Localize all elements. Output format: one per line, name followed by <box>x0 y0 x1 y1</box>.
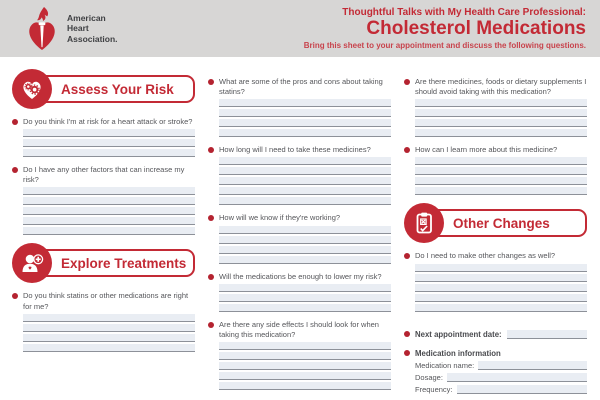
next-appointment-field <box>404 329 587 339</box>
question-text: Will the medications be enough to lower my risk? <box>219 271 382 281</box>
aha-logo <box>24 7 118 51</box>
bullet-icon <box>208 147 214 153</box>
person-plus-icon <box>12 243 52 283</box>
question-text: What are some of the pros and cons about taking statins? <box>219 77 383 97</box>
write-in-line <box>23 149 195 157</box>
question-text: Are there medicines, foods or dietary supplements I should avoid taking with this medication? <box>415 77 587 97</box>
question-block <box>208 320 391 390</box>
bullet-icon <box>208 322 214 328</box>
write-in-line <box>415 304 587 312</box>
write-in-line <box>23 314 195 322</box>
write-in-line <box>415 284 587 292</box>
write-in-line <box>219 157 391 165</box>
write-in-line <box>23 139 195 147</box>
frequency-line <box>457 385 587 394</box>
logo-line-3: Association. <box>67 33 118 44</box>
title-kicker: Thoughtful Talks with My Health Care Professional: <box>342 7 586 19</box>
answer-lines <box>219 342 391 390</box>
write-in-line <box>219 342 391 350</box>
logo-line-1: American <box>67 13 106 24</box>
write-in-line <box>219 226 391 234</box>
question-block <box>404 251 587 311</box>
write-in-line <box>23 344 195 352</box>
bullet-icon <box>404 79 410 85</box>
bullet-icon <box>404 253 410 259</box>
question-text: How can I learn more about this medicine? <box>415 145 558 155</box>
write-in-line <box>219 382 391 390</box>
next-appointment-line <box>507 330 587 339</box>
answer-lines <box>415 264 587 312</box>
answer-lines <box>415 99 587 137</box>
write-in-line <box>219 372 391 380</box>
page-subtitle: Bring this sheet to your appointment and discuss the following questions. <box>303 40 586 50</box>
aha-logo-text <box>67 13 118 44</box>
answer-lines <box>23 187 195 235</box>
column-middle <box>208 65 391 398</box>
write-in-line <box>415 167 587 175</box>
question-text: How long will I need to take these medicines? <box>219 145 371 155</box>
question-text: Do I need to make other changes as well? <box>415 251 556 261</box>
section-explore-treatments <box>12 243 195 283</box>
write-in-line <box>219 352 391 360</box>
question-text: Do you think I'm at risk for a heart attack or stroke? <box>23 117 193 126</box>
answer-lines <box>219 157 391 205</box>
content-area <box>0 57 600 400</box>
write-in-line <box>219 246 391 254</box>
write-in-line <box>219 129 391 137</box>
write-in-line <box>23 207 195 215</box>
write-in-line <box>23 217 195 225</box>
section-title-other: Other Changes <box>429 209 587 237</box>
write-in-line <box>219 197 391 205</box>
aha-heart-torch-icon <box>24 7 60 51</box>
header-titles <box>304 7 586 50</box>
question-block <box>12 291 195 351</box>
question-text: How will we know if they're working? <box>219 213 341 223</box>
bullet-icon <box>404 331 410 337</box>
write-in-line <box>415 274 587 282</box>
answer-lines <box>219 284 391 312</box>
section-title-explore: Explore Treatments <box>37 249 195 277</box>
write-in-line <box>219 109 391 117</box>
dosage-field <box>415 373 587 382</box>
question-text: Do I have any other factors that can increase my risk? <box>23 165 185 185</box>
write-in-line <box>415 294 587 302</box>
write-in-line <box>23 324 195 332</box>
question-block <box>12 117 195 157</box>
write-in-line <box>415 177 587 185</box>
answer-lines <box>219 226 391 264</box>
bullet-icon <box>208 215 214 221</box>
write-in-line <box>415 129 587 137</box>
write-in-line <box>23 334 195 342</box>
write-in-line <box>219 362 391 370</box>
write-in-line <box>415 187 587 195</box>
column-right <box>404 65 587 398</box>
frequency-label: Frequency: <box>415 384 453 394</box>
logo-line-2: Heart <box>67 23 89 34</box>
medication-information-label: Medication information <box>415 348 501 358</box>
write-in-line <box>219 187 391 195</box>
write-in-line <box>219 167 391 175</box>
dosage-label: Dosage: <box>415 372 443 382</box>
write-in-line <box>23 187 195 195</box>
clipboard-tasks-icon <box>404 203 444 243</box>
question-block <box>208 213 391 263</box>
page-title: Cholesterol Medications <box>366 18 586 40</box>
write-in-line <box>219 177 391 185</box>
question-text: Are there any side effects I should look for when taking this medication? <box>219 319 379 339</box>
section-other-changes <box>404 203 587 243</box>
header-bar <box>0 0 600 57</box>
medication-information-heading <box>404 348 587 358</box>
bullet-icon <box>12 293 18 299</box>
write-in-line <box>219 284 391 292</box>
write-in-line <box>219 99 391 107</box>
write-in-line <box>415 99 587 107</box>
write-in-line <box>23 227 195 235</box>
medication-name-label: Medication name: <box>415 360 475 370</box>
question-block <box>404 145 587 195</box>
section-title-assess: Assess Your Risk <box>37 75 195 103</box>
dosage-line <box>447 373 587 382</box>
answer-lines <box>219 99 391 137</box>
write-in-line <box>415 109 587 117</box>
write-in-line <box>219 294 391 302</box>
next-appointment-label: Next appointment date: <box>415 329 502 339</box>
write-in-line <box>219 236 391 244</box>
answer-lines <box>23 129 195 157</box>
write-in-line <box>415 119 587 127</box>
answer-lines <box>23 314 195 352</box>
column-left <box>12 65 195 398</box>
bullet-icon <box>404 147 410 153</box>
answer-lines <box>415 157 587 195</box>
write-in-line <box>219 304 391 312</box>
medication-name-line <box>478 361 587 370</box>
heart-gears-icon <box>12 69 52 109</box>
write-in-line <box>23 197 195 205</box>
write-in-line <box>219 256 391 264</box>
question-block <box>208 272 391 312</box>
bullet-icon <box>404 350 410 356</box>
write-in-line <box>219 119 391 127</box>
medication-name-field <box>415 361 587 370</box>
question-block <box>404 77 587 137</box>
write-in-line <box>415 264 587 272</box>
write-in-line <box>23 129 195 137</box>
bullet-icon <box>12 119 18 125</box>
write-in-line <box>415 157 587 165</box>
bullet-icon <box>12 167 18 173</box>
bullet-icon <box>208 274 214 280</box>
section-assess-your-risk <box>12 69 195 109</box>
question-block <box>12 165 195 235</box>
question-block <box>208 145 391 205</box>
frequency-field <box>415 385 587 394</box>
question-block <box>208 77 391 137</box>
question-text: Do you think statins or other medications are right for me? <box>23 291 189 311</box>
bullet-icon <box>208 79 214 85</box>
